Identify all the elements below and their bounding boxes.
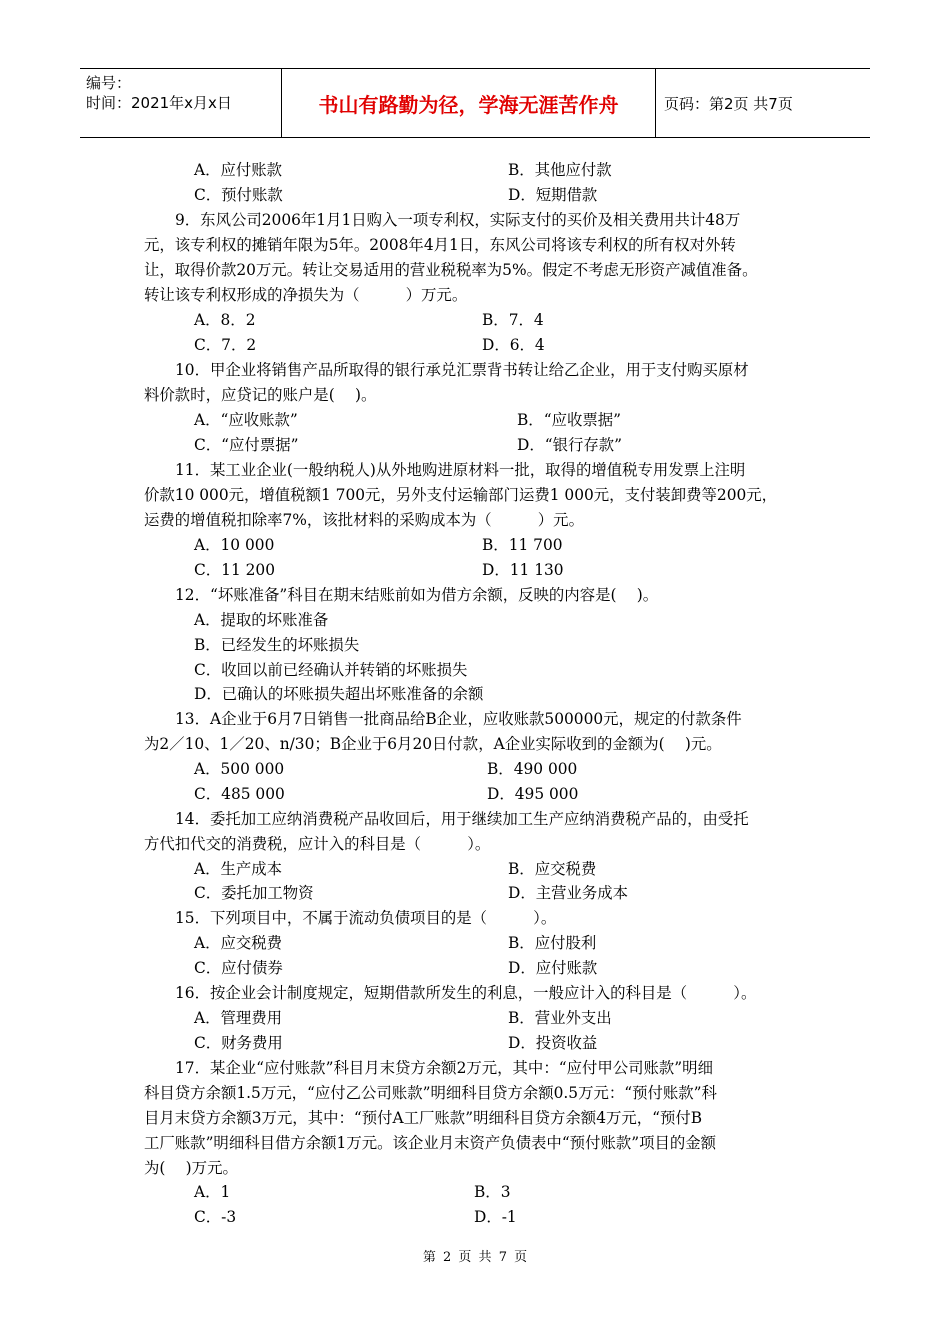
text-line: C．“应付票据” xyxy=(194,436,299,454)
text-line: 价款10 000元，增值税额1 700元，另外支付运输部门运费1 000元，支付装卸费等200元， xyxy=(144,486,778,504)
text-line: A．管理费用 xyxy=(194,1009,283,1027)
text-line: 为2／10、1／20、n/30；B企业于6月20日付款，A企业实际收到的金额为( )元。 xyxy=(144,735,722,753)
text-line: 9．东风公司2006年1月1日购入一项专利权，实际支付的买价及相关费用共计48万 xyxy=(175,211,741,229)
text-line: D．短期借款 xyxy=(508,186,598,204)
text-line: D．495 000 xyxy=(487,785,579,803)
text-line: 16．按企业会计制度规定，短期借款所发生的利息，一般应计入的科目是（ ）。 xyxy=(175,984,757,1002)
text-line: 方代扣代交的消费税，应计入的科目是（ ）。 xyxy=(144,835,491,853)
text-line: A．应交税费 xyxy=(194,934,283,952)
text-line: C．应付债券 xyxy=(194,959,283,977)
header-info xyxy=(80,69,282,137)
text-line: 12．“坏账准备”科目在期末结账前如为借方余额，反映的内容是( )。 xyxy=(175,586,659,604)
text-line: D．投资收益 xyxy=(508,1034,598,1052)
header-motto: 书山有路勤为径，学海无涯苦作舟 xyxy=(282,69,656,137)
text-line: 10．甲企业将销售产品所取得的银行承兑汇票背书转让给乙企业，用于支付购买原材 xyxy=(175,361,749,379)
text-line: 料价款时，应贷记的账户是( )。 xyxy=(144,386,377,404)
text-line: A．提取的坏账准备 xyxy=(194,611,329,629)
text-line: B．7．4 xyxy=(482,311,544,329)
text-line: D．应付账款 xyxy=(508,959,598,977)
text-line: 14．委托加工应纳消费税产品收回后，用于继续加工生产应纳消费税产品的，由受托 xyxy=(175,810,749,828)
time-label: 时间：2021年x月x日 xyxy=(86,94,232,112)
text-line: 为( )万元。 xyxy=(144,1159,238,1177)
text-line: 元，该专利权的摊销年限为5年。2008年4月1日，东风公司将该专利权的所有权对外转 xyxy=(144,236,736,254)
text-line: B．应付股利 xyxy=(508,934,597,952)
text-line: A．生产成本 xyxy=(194,860,283,878)
text-line: A．“应收账款” xyxy=(194,411,298,429)
text-line: C．预付账款 xyxy=(194,186,283,204)
text-line: B．其他应付款 xyxy=(508,161,612,179)
text-line: 科目贷方余额1.5万元，“应付乙公司账款”明细科目贷方余额0.5万元：“预付账款”科 xyxy=(144,1084,717,1102)
text-line: C．7．2 xyxy=(194,336,257,354)
page-footer: 第 2 页 共 7 页 xyxy=(422,1250,528,1265)
text-line: B．已经发生的坏账损失 xyxy=(194,636,360,654)
text-line: A．500 000 xyxy=(194,760,285,778)
text-line: 运费的增值税扣除率7%，该批材料的采购成本为（ ）元。 xyxy=(144,511,584,529)
text-line: B．11 700 xyxy=(482,536,563,554)
text-line: A．1 xyxy=(194,1183,231,1201)
text-line: 转让该专利权形成的净损失为（ ）万元。 xyxy=(144,286,468,304)
text-line: D．-1 xyxy=(474,1208,517,1226)
text-line: 11．某工业企业(一般纳税人)从外地购进原材料一批，取得的增值税专用发票上注明 xyxy=(175,461,746,479)
text-line: 17．某企业“应付账款”科目月末贷方余额2万元，其中：“应付甲公司账款”明细 xyxy=(175,1059,713,1077)
text-line: B．“应收票据” xyxy=(517,411,621,429)
text-line: 13．A企业于6月7日销售一批商品给B企业，应收账款500000元，规定的付款条件 xyxy=(175,710,742,728)
text-line: A．应付账款 xyxy=(194,161,283,179)
header-page-label: 页码：第2页 共7页 xyxy=(664,94,793,113)
text-line: C．收回以前已经确认并转销的坏账损失 xyxy=(194,661,468,679)
text-line: A．10 000 xyxy=(194,536,275,554)
text-line: C．财务费用 xyxy=(194,1034,283,1052)
page-header xyxy=(80,68,870,138)
number-label: 编号： xyxy=(86,74,132,92)
text-line: B．应交税费 xyxy=(508,860,597,878)
text-line: D．已确认的坏账损失超出坏账准备的余额 xyxy=(194,685,484,703)
text-line: B．3 xyxy=(474,1183,511,1201)
text-line: D．主营业务成本 xyxy=(508,884,629,902)
text-line: C．-3 xyxy=(194,1208,237,1226)
text-line: B．营业外支出 xyxy=(508,1009,612,1027)
text-line: D．6．4 xyxy=(482,336,545,354)
text-line: D．“银行存款” xyxy=(517,436,623,454)
text-line: 让，取得价款20万元。转让交易适用的营业税税率为5%。假定不考虑无形资产减值准备。 xyxy=(144,261,758,279)
text-line: D．11 130 xyxy=(482,561,564,579)
text-line: A．8．2 xyxy=(194,311,256,329)
text-line: 目月末贷方余额3万元，其中：“预付A工厂账款”明细科目贷方余额4万元，“预付B xyxy=(144,1109,703,1127)
text-line: C．委托加工物资 xyxy=(194,884,314,902)
text-line: C．485 000 xyxy=(194,785,285,803)
text-line: B．490 000 xyxy=(487,760,578,778)
text-line: 工厂账款”明细科目借方余额1万元。该企业月末资产负债表中“预付账款”项目的金额 xyxy=(144,1134,717,1152)
text-line: C．11 200 xyxy=(194,561,276,579)
text-line: 15．下列项目中，不属于流动负债项目的是（ ）。 xyxy=(175,909,557,927)
